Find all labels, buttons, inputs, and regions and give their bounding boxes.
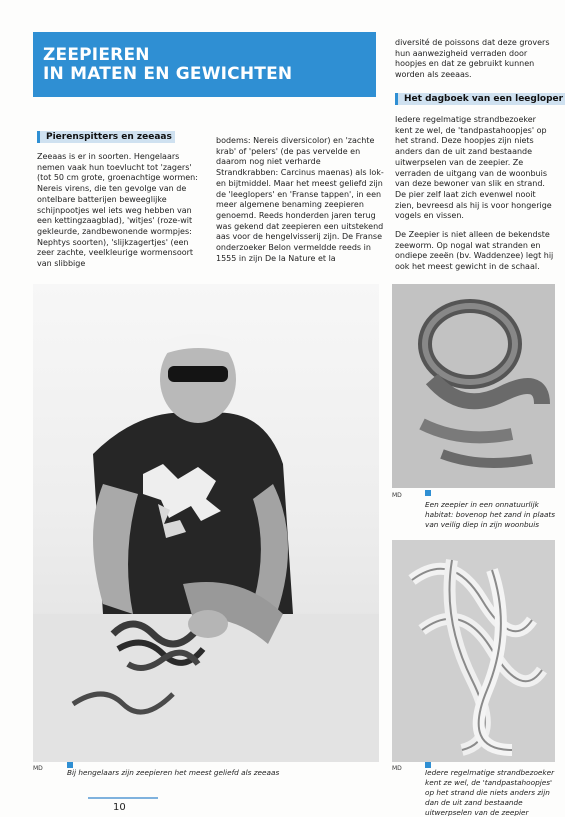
photo-caption-main: Bij hengelaars zijn zeepieren het meest geliefd als zeeaas (67, 768, 280, 777)
footer-rule (88, 797, 158, 799)
paragraph: Zeeaas is er in soorten. Hengelaars nemen vaak hun toevlucht tot 'zagers' (tot 50 cm grote, groenachtige wormen: Nereis virens, die ten gevolge van de ontelbare batterijen beweeglijke schijnpootjes wel iets weg hebben van een kettingzaagblad), 'witjes' (roze-wit gekleurde, zandbewonende wormpjes: Nephtys soorten), 'slijkzagertjes' (een zeer zachte, veelkleurige wormensoort van slibbige (37, 152, 198, 269)
page-number: 10 (113, 802, 126, 813)
text-column-3 (395, 38, 555, 89)
paragraph: De Zeepier is niet alleen de bekendste zeeworm. Op nogal wat stranden en ondiepe zeeën (bv. Waddenzee) legt hij ook het meest gewicht in de schaal. (395, 230, 554, 272)
photo-credit: MD (33, 765, 43, 772)
paragraph: bodems: Nereis diversicolor) en 'zachte krab' of 'pelers' (de pas vervelde en daarom nog niet verharde Strandkrabben: Carcinus maenas) als lok- en bijtmiddel. Maar het meest geliefd zijn de 'leeglopers' en 'Franse tappen', in een meer algemene benaming zeepieren genoemd. Reeds honderden jaren terug was gekend dat zeepieren een uitstekend aas voor de hengelvisserij zijn. De Franse onderzoeker Belon vermeldde reeds in 1555 in zijn De la Nature et la (216, 136, 384, 263)
photo-fisherman-with-worms (33, 284, 379, 762)
text-column-2 (216, 136, 384, 272)
text-column-1 (37, 152, 205, 278)
caption-marker (425, 490, 431, 496)
paragraph: diversité de poissons dat deze grovers hun aanwezigheid verraden door hoopjes en dat ze gebruikt kunnen worden als zeeaas. (395, 38, 550, 80)
photo-sand-castings (392, 540, 555, 762)
photo-worm-on-sand (392, 284, 555, 488)
text-column-3b (395, 115, 555, 281)
photo-credit: MD (392, 492, 402, 499)
title-banner (33, 32, 376, 97)
section-heading-dagboek: Het dagboek van een leegloper (395, 93, 565, 105)
photo-credit: MD (392, 765, 402, 772)
photo-caption-top-right: Een zeepier in een onnatuurlijk habitat: bovenop het zand in plaats van veilig diep in zijn woonbuis (425, 500, 556, 529)
section-heading-pierenspitters: Pierenspitters en zeeaas (37, 131, 175, 143)
photo-caption-bottom-right: Iedere regelmatige strandbezoeker kent ze wel, de 'tandpastahoopjes' op het strand die niets anders zijn dan de uit zand bestaande uitwerpselen van de zeepier (425, 768, 555, 816)
paragraph: Iedere regelmatige strandbezoeker kent ze wel, de 'tandpastahoopjes' op het strand. Deze hoopjes zijn niets anders dan de uit zand bestaande uitwerpselen van de zeepier. Ze verraden de uitgang van de woonbuis van deze bewoner van slik en strand. De pier zelf laat zich evenwel nooit zien, bevreesd als hij is voor hongerige vogels en vissen. (395, 115, 552, 221)
title-line-2: IN MATEN EN GEWICHTEN (43, 64, 293, 84)
title-line-1: ZEEPIEREN (43, 45, 150, 65)
